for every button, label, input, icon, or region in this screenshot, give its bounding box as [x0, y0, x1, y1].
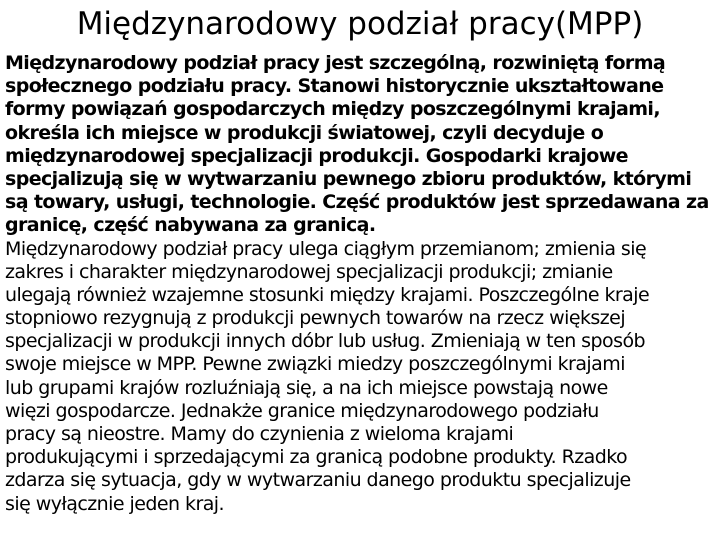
text-line: Międzynarodowy podział pracy ulega ciągłym przemianom; zmienia się [5, 237, 647, 260]
paragraph-changes [5, 238, 717, 516]
slide-body [5, 52, 717, 516]
text-line: produkującymi i sprzedającymi za granicą podobne produkty. Rzadko [5, 446, 628, 469]
text-line: są towary, usługi, technologie. Część produktów jest sprzedawana za [5, 191, 709, 214]
paragraph-definition [5, 52, 717, 238]
text-line: zdarza się sytuacja, gdy w wytwarzaniu danego produktu specjalizuje [5, 469, 631, 492]
text-line: ulegają również wzajemne stosunki między krajami. Poszczególne kraje [5, 283, 650, 306]
text-line: więzi gospodarcze. Jednakże granice międzynarodowego podziału [5, 399, 599, 422]
text-line: specjalizacji w produkcji innych dóbr lub usług. Zmieniają w ten sposób [5, 330, 646, 353]
text-line: lub grupami krajów rozluźniają się, a na ich miejsce powstają nowe [5, 376, 608, 399]
text-line: formy powiązań gospodarczych między poszczególnymi krajami, [5, 98, 660, 121]
text-line: swoje miejsce w MPP. Pewne związki miedzy poszczególnymi krajami [5, 353, 625, 376]
text-line: granicę, część nabywana za granicą. [5, 214, 376, 237]
text-line: określa ich miejsce w produkcji światowej, czyli decyduje o [5, 121, 604, 144]
text-line: się wyłącznie jeden kraj. [5, 492, 225, 515]
text-line: międzynarodowej specjalizacji produkcji. Gospodarki krajowe [5, 144, 628, 167]
text-line: specjalizują się w wytwarzaniu pewnego zbioru produktów, którymi [5, 167, 692, 190]
text-line: pracy są nieostre. Mamy do czynienia z wieloma krajami [5, 423, 514, 445]
slide-title: Międzynarodowy podział pracy(MPP) [76, 6, 644, 42]
text-line: zakres i charakter międzynarodowej specjalizacji produkcji; zmianie [5, 260, 613, 283]
text-line: Międzynarodowy podział pracy jest szczególną, rozwiniętą formą [5, 52, 666, 74]
text-line: stopniowo rezygnują z produkcji pewnych towarów na rzecz większej [5, 307, 626, 330]
text-line: społecznego podziału pracy. Stanowi historycznie ukształtowane [5, 75, 664, 98]
